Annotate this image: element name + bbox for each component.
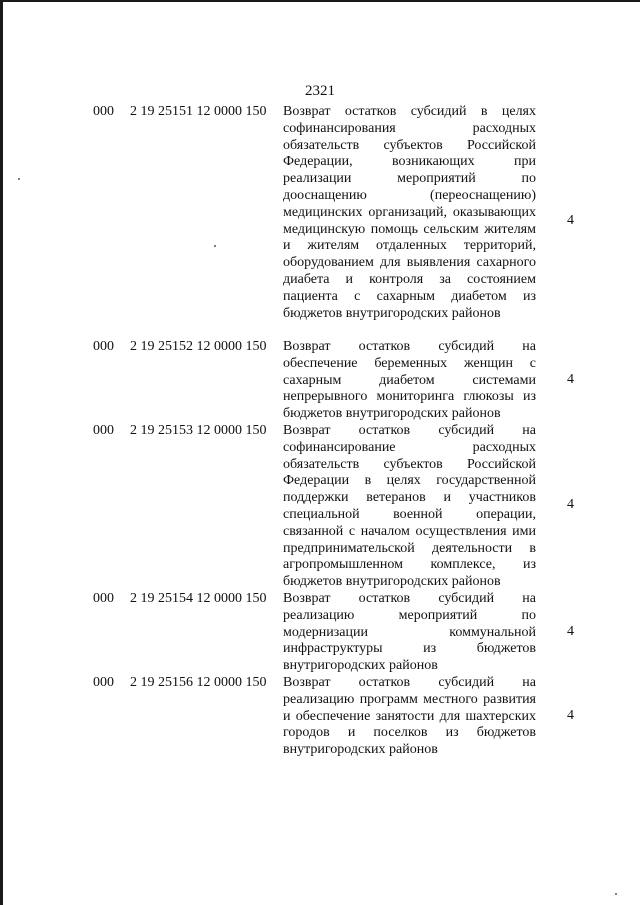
norm-value: 4 [567,708,574,723]
admin-code: 000 [93,591,114,606]
budget-classification-code: 2 19 25154 12 0000 150 [130,591,267,606]
income-description: Возврат остатков субсидий в целях софинансирования расходных обязательств субъектов Российской Федерации, возникающих при реализации мероприятий по дооснащению (переоснащению) медицинских организаций, оказывающих медицинскую помощь сельским жителям и жителям отдаленных территорий, оборудованием для выявления сахарного диабета и контроля за состоянием пациента с сахарным диабетом из бюджетов внутригородских районов [283,104,536,321]
budget-classification-code: 2 19 25151 12 0000 150 [130,104,267,119]
scan-speck [214,245,216,247]
admin-code: 000 [93,104,114,119]
income-description: Возврат остатков субсидий на обеспечение беременных женщин с сахарным диабетом системами непрерывного мониторинга глюкозы из бюджетов внутригородских районов [283,339,536,422]
budget-classification-code: 2 19 25153 12 0000 150 [130,423,267,438]
admin-code: 000 [93,675,114,690]
admin-code: 000 [93,339,114,354]
scan-speck [18,178,20,180]
income-description: Возврат остатков субсидий на софинансирование расходных обязательств субъектов Российской Федерации в целях государственной поддержки ветеранов и участников специальной военной операции, связанной с началом осуществления ими предпринимательской деятельности в агропромышленном комплексе, из бюджетов внутригородских районов [283,423,536,590]
budget-classification-code: 2 19 25156 12 0000 150 [130,675,267,690]
admin-code: 000 [93,423,114,438]
page-number: 2321 [305,83,335,99]
norm-value: 4 [567,372,574,387]
scan-border-top [0,0,640,2]
budget-classification-code: 2 19 25152 12 0000 150 [130,339,267,354]
income-description: Возврат остатков субсидий на реализацию программ местного развития и обеспечение занятости для шахтерских городов и поселков из бюджетов внутригородских районов [283,675,536,758]
norm-value: 4 [567,497,574,512]
income-description: Возврат остатков субсидий на реализацию мероприятий по модернизации коммунальной инфраструктуры из бюджетов внутригородских районов [283,591,536,674]
norm-value: 4 [567,213,574,228]
norm-value: 4 [567,624,574,639]
scan-border-left [0,0,3,905]
scan-speck [615,893,617,895]
